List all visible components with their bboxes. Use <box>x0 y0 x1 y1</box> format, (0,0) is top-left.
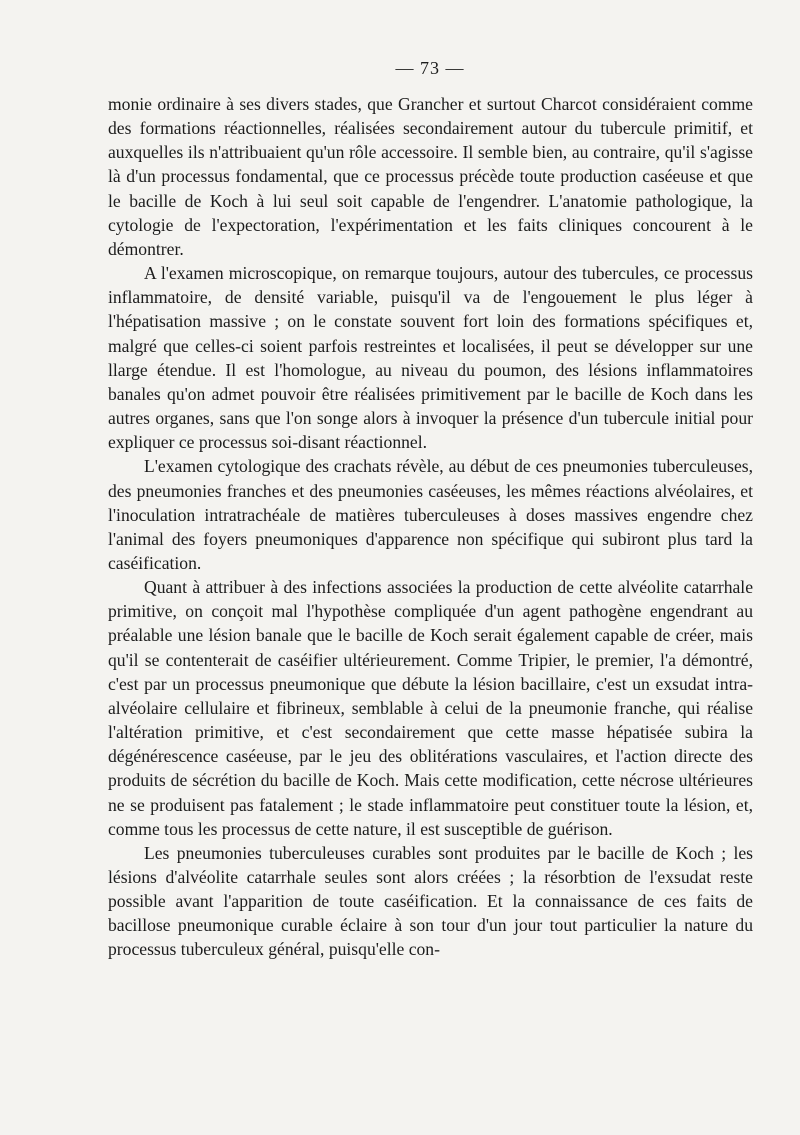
paragraph-cytology: L'examen cytologique des crachats révèle, au début de ces pneumonies tuberculeuses, des pneumonies franches et des pneumonies caséeuses, les mêmes réactions alvéolaires, et l'inoculation intratrachéale de matières tuberculeuses à doses massives engendre chez l'animal des foyers pneumoniques d'apparence non spécifique qui subiront plus tard la caséification. <box>108 456 753 573</box>
page-number: — 73 — <box>395 58 465 78</box>
paragraph-microscopic-exam: A l'examen microscopique, on remarque toujours, autour des tubercules, ce processus inflammatoire, de densité variable, puisqu'il va de l'engouement le plus léger à l'hépatisation massive ; on le constate souvent fort loin des formations spécifiques et, malgré que celles-ci soient parfois restreintes et localisées, il peut se développer sur une llarge étendue. Il est l'homologue, au niveau du poumon, des lésions inflammatoires banales qu'on admet pouvoir être réalisées primitivement par le bacille de Koch dans les autres organes, sans que l'on songe alors à invoquer la présence d'un tubercule initial pour expliquer ce processus soi-disant réactionnel. <box>108 263 753 453</box>
paragraph-associated-infections: Quant à attribuer à des infections associées la production de cette alvéolite catarrhale primitive, on conçoit mal l'hypothèse compliquée d'un agent pathogène engendrant au préalable une lésion banale que le bacille de Koch serait également capable de créer, mais qu'il se contenterait de caséifier ultérieurement. Comme Tripier, le premier, l'a démontré, c'est par un processus pneumonique que débute la lésion bacillaire, c'est un exsudat intra-alvéolaire cellulaire et fibrineux, semblable à celui de la pneumonie franche, qui réalise l'altération primitive, et c'est secondairement que cette masse hépatisée subira la dégénérescence caséeuse, par le jeu des oblitérations vasculaires, et l'action directe des produits de sécrétion du bacille de Koch. Mais cette modification, cette nécrose ultérieures ne se produisent pas fatalement ; le stade inflammatoire peut constituer toute la lésion, et, comme tous les processus de cette nature, il est susceptible de guérison. <box>108 577 753 839</box>
paragraph-continuation: monie ordinaire à ses divers stades, que Grancher et surtout Charcot considéraient comme des formations réactionnelles, réalisées secondairement autour du tubercule primitif, et auxquelles ils n'attribuaient qu'un rôle accessoire. Il semble bien, au contraire, qu'il s'agisse là d'un processus fondamental, que ce processus précède toute production caséeuse et que le bacille de Koch à lui seul soit capable de l'engendrer. L'anatomie pathologique, la cytologie de l'expectoration, l'expérimentation et les faits cliniques concourent à le démontrer. <box>108 94 753 259</box>
body-text <box>108 92 753 962</box>
paragraph-curable-pneumonias: Les pneumonies tuberculeuses curables sont produites par le bacille de Koch ; les lésions d'alvéolite catarrhale seules sont alors créées ; la résorbtion de l'exsudat reste possible avant l'apparition de toute caséification. Et la connaissance de ces faits de bacillose pneumonique curable éclaire à son tour d'un jour tout particulier la nature du processus tuberculeux général, puisqu'elle con- <box>108 842 753 960</box>
